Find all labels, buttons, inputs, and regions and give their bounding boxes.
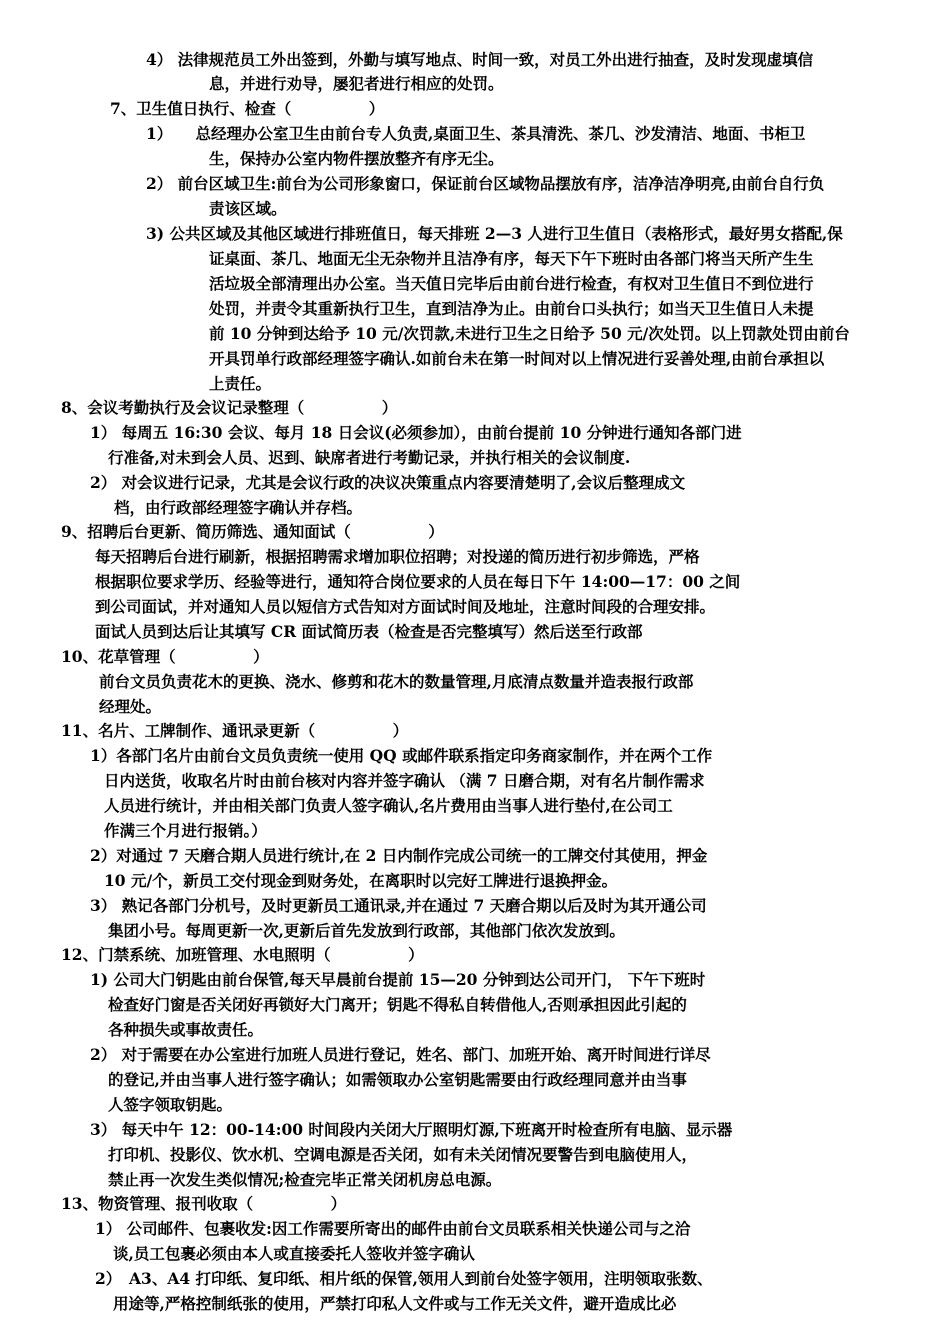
text-line: 到公司面试，并对通知人员以短信方式告知对方面试时间及地址，注意时间段的合理安排。 (95, 597, 716, 616)
text-line: 1） 公司邮件、包裹收发:因工作需要所寄出的邮件由前台文员联系相关快递公司与之洽 (95, 1219, 691, 1238)
text-line: 2） 对会议进行记录，尤其是会议行政的决议决策重点内容要清楚明了,会议后整理成文 (90, 473, 686, 492)
text-line: 开具罚单行政部经理签字确认.如前台未在第一时间对以上情况进行妥善处理,由前台承担以 (209, 349, 825, 368)
text-line: 生，保持办公室内物件摆放整齐有序无尘。 (209, 149, 504, 168)
text-line: 谈,员工包裹必须由本人或直接委托人签收并签字确认 (113, 1244, 475, 1263)
text-line: 人员进行统计，并由相关部门负责人签字确认,名片费用由当事人进行垫付,在公司工 (104, 796, 673, 815)
text-line: 打印机、投影仪、饮水机、空调电源是否关闭，如有未关闭情况要警告到电脑使用人， (108, 1145, 698, 1164)
text-line: 检查好门窗是否关闭好再锁好大门离开；钥匙不得私自转借他人,否则承担因此引起的 (108, 995, 687, 1014)
section-heading: 8、会议考勤执行及会议记录整理（ ） (61, 398, 398, 417)
text-line: 前台文员负责花木的更换、浇水、修剪和花木的数量管理,月底清点数量并造表报行政部 (99, 672, 694, 691)
section-heading: 13、物资管理、报刊收取（ ） (61, 1194, 347, 1213)
text-line: 活垃圾全部清理出办公室。当天值日完毕后由前台进行检查，有权对卫生值日不到位进行 (209, 274, 814, 293)
section-heading: 11、名片、工牌制作、通讯录更新（ ） (61, 721, 409, 740)
section-heading: 10、花草管理（ ） (61, 647, 269, 666)
text-line: 禁止再一次发生类似情况;检查完毕正常关闭机房总电源。 (108, 1170, 502, 1189)
section-heading: 12、门禁系统、加班管理、水电照明（ ） (61, 945, 424, 964)
text-line: 息，并进行劝导，屡犯者进行相应的处罚。 (209, 74, 504, 93)
text-line: 的登记,并由当事人进行签字确认；如需领取办公室钥匙需要由行政经理同意并由当事 (108, 1070, 687, 1089)
text-line: 经理处。 (99, 697, 162, 716)
text-line: 1） 每周五 16:30 会议、每月 18 日会议(必须参加），由前台提前 10 分钟进行通知各部门进 (90, 423, 742, 442)
text-line: 1) 公司大门钥匙由前台保管,每天早晨前台提前 15—20 分钟到达公司开门， 下午下班时 (90, 970, 706, 989)
text-line: 行准备,对未到会人员、迟到、缺席者进行考勤记录，并执行相关的会议制度. (108, 448, 631, 467)
text-line: 3) 公共区域及其他区域进行排班值日，每天排班 2—3 人进行卫生值日（表格形式，最好男女搭配,保 (146, 224, 843, 243)
section-heading: 7、卫生值日执行、检查（ ） (110, 99, 385, 118)
section-heading: 9、招聘后台更新、简历筛选、通知面试（ ） (61, 522, 444, 541)
text-line: 1） 总经理办公室卫生由前台专人负责,桌面卫生、茶具清洗、茶几、沙发清洁、地面、书柜卫 (146, 124, 806, 143)
text-line: 各种损失或事故责任。 (108, 1020, 264, 1039)
text-line: 每天招聘后台进行刷新，根据招聘需求增加职位招聘；对投递的简历进行初步筛选，严格 (95, 547, 700, 566)
text-line: 人签字领取钥匙。 (108, 1095, 233, 1114)
text-line: 处罚，并责令其重新执行卫生，直到洁净为止。由前台口头执行；如当天卫生值日人未提 (209, 299, 814, 318)
text-line: 根据职位要求学历、经验等进行，通知符合岗位要求的人员在每日下午 14:00—17：00 之间 (95, 572, 741, 591)
text-line: 面试人员到达后让其填写 CR 面试简历表（检查是否完整填写）然后送至行政部 (95, 622, 643, 641)
text-line: 用途等,严格控制纸张的使用，严禁打印私人文件或与工作无关文件，避开造成比必 (113, 1294, 677, 1313)
text-line: 集团小号。每周更新一次,更新后首先发放到行政部，其他部门依次发放到。 (108, 921, 625, 940)
text-line: 3） 每天中午 12：00-14:00 时间段内关闭大厅照明灯源,下班离开时检查所有电脑、显示器 (90, 1120, 733, 1139)
text-line: 2） 前台区域卫生:前台为公司形象窗口，保证前台区域物品摆放有序，洁净洁净明亮,由前台自行负 (146, 174, 825, 193)
text-line: 2） A3、A4 打印纸、复印纸、相片纸的保管,领用人到前台处签字领用，注明领取张数、 (95, 1269, 713, 1288)
text-line: 1）各部门名片由前台文员负责统一使用 QQ 或邮件联系指定印务商家制作，并在两个工作 (90, 746, 713, 765)
text-line: 3） 熟记各部门分机号，及时更新员工通讯录,并在通过 7 天磨合期以后及时为其开通公司 (90, 896, 707, 915)
text-line: 作满三个月进行报销。） (104, 821, 267, 840)
text-line: 证桌面、茶几、地面无尘无杂物并且洁净有序，每天下午下班时由各部门将当天所产生生 (209, 249, 814, 268)
text-line: 档，由行政部经理签字确认并存档。 (114, 498, 363, 517)
text-line: 日内送货，收取名片时由前台核对内容并签字确认 （满 7 日磨合期，对有名片制作需求 (104, 771, 705, 790)
text-line: 责该区域。 (209, 199, 287, 218)
text-line: 4） 法律规范员工外出签到，外勤与填写地点、时间一致，对员工外出进行抽查，及时发现虚填信 (146, 50, 814, 69)
text-line: 2）对通过 7 天磨合期人员进行统计,在 2 日内制作完成公司统一的工牌交付其使用，押金 (90, 846, 708, 865)
text-line: 10 元/个，新员工交付现金到财务处，在离职时以完好工牌进行退换押金。 (104, 871, 618, 890)
text-line: 2） 对于需要在办公室进行加班人员进行登记，姓名、部门、加班开始、离开时间进行详尽 (90, 1045, 711, 1064)
text-line: 上责任。 (209, 374, 272, 393)
text-line: 前 10 分钟到达给予 10 元/次罚款,未进行卫生之日给予 50 元/次处罚。以上罚款处罚由前台 (209, 324, 850, 343)
